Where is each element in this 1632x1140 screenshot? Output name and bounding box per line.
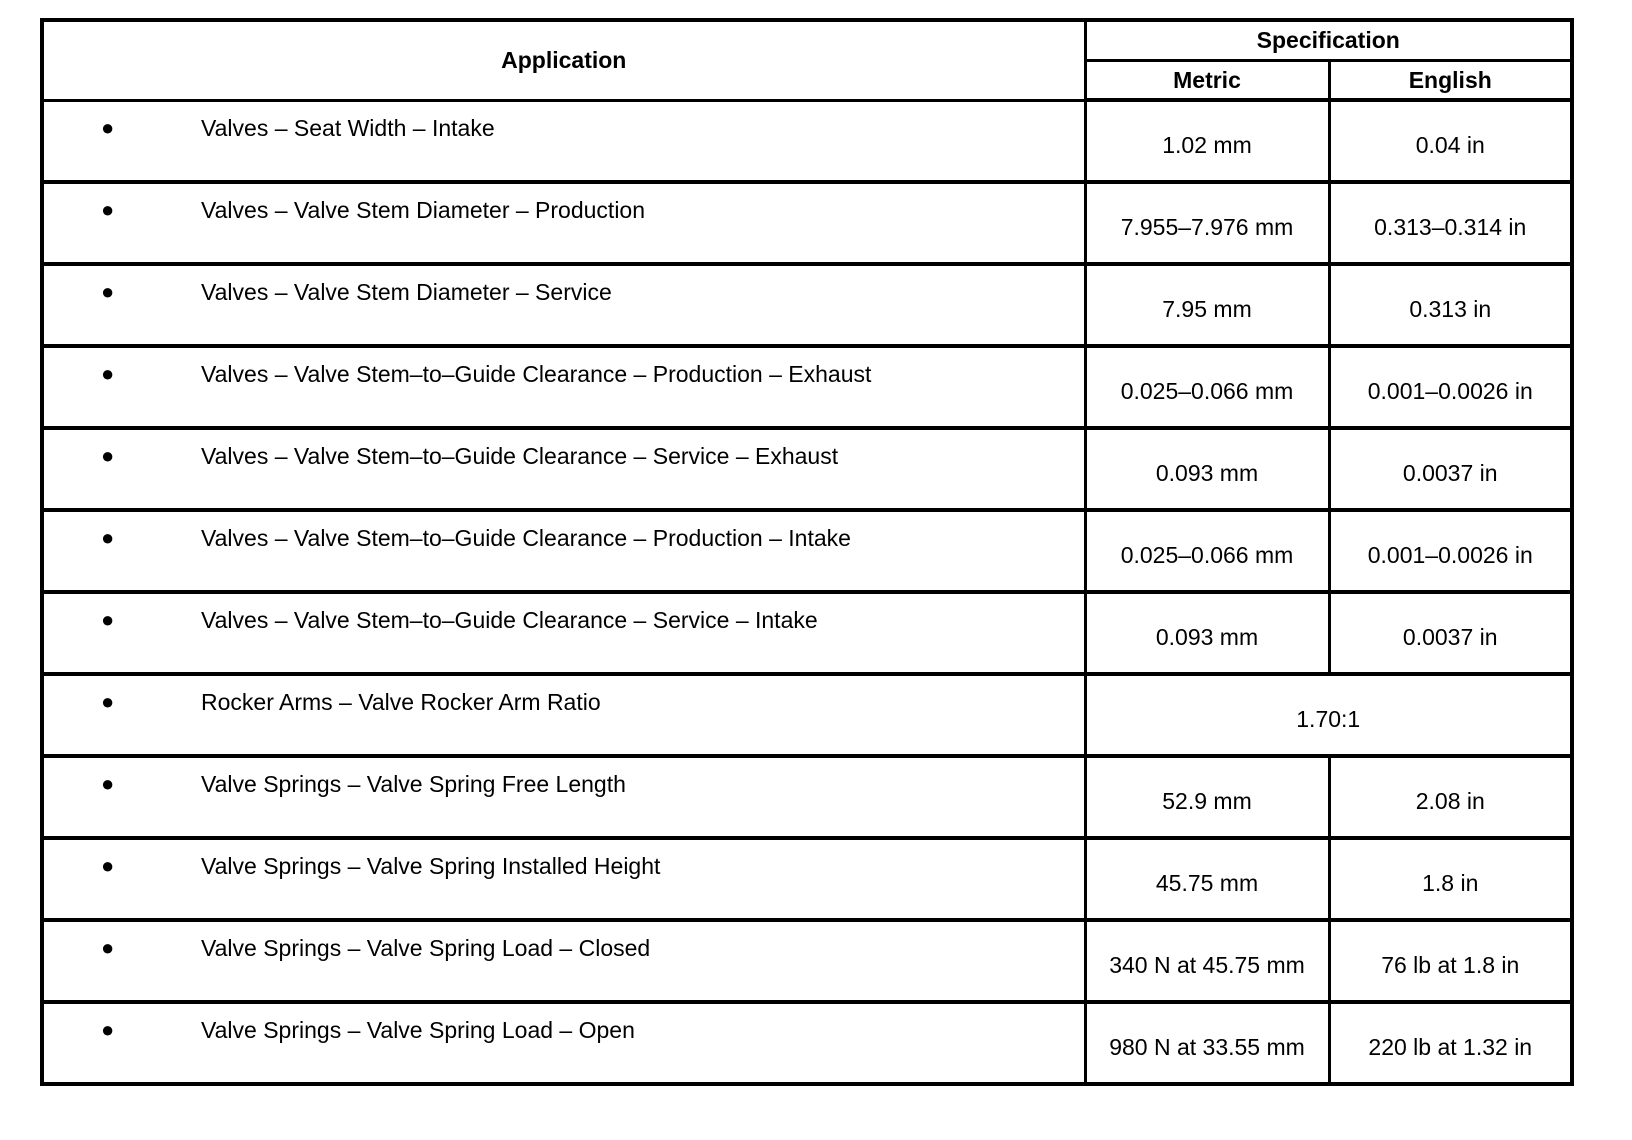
table-row	[42, 510, 1572, 592]
english-value: 0.313 in	[1409, 295, 1492, 322]
english-value: 220 lb at 1.32 in	[1368, 1033, 1533, 1060]
bullet-icon: ●	[101, 689, 115, 714]
table-row	[42, 346, 1572, 428]
bullet-icon: ●	[101, 1017, 115, 1042]
bullet-icon: ●	[101, 525, 115, 550]
metric-cell	[1085, 428, 1329, 510]
metric-value: 0.025–0.066 mm	[1120, 377, 1294, 404]
bullet-icon: ●	[101, 279, 115, 304]
application-text: Rocker Arms – Valve Rocker Arm Ratio	[201, 689, 601, 715]
english-cell	[1329, 1002, 1572, 1084]
english-value: 1.8 in	[1422, 869, 1479, 896]
metric-value: 7.95 mm	[1162, 295, 1252, 322]
table-header	[42, 20, 1572, 100]
english-value: 2.08 in	[1415, 787, 1485, 814]
application-text: Valve Springs – Valve Spring Load – Open	[201, 1017, 635, 1043]
metric-cell	[1085, 838, 1329, 920]
combined-spec-cell	[1085, 674, 1572, 756]
metric-cell	[1085, 920, 1329, 1002]
application-cell	[42, 346, 1085, 428]
table-row	[42, 428, 1572, 510]
english-cell	[1329, 592, 1572, 674]
application-cell	[42, 100, 1085, 182]
english-cell	[1329, 182, 1572, 264]
application-cell	[42, 182, 1085, 264]
metric-cell	[1085, 592, 1329, 674]
application-text: Valve Springs – Valve Spring Installed Height	[201, 853, 661, 879]
metric-value: 0.025–0.066 mm	[1120, 541, 1294, 568]
application-text: Valves – Valve Stem–to–Guide Clearance – Service – Exhaust	[201, 443, 839, 469]
bullet-icon: ●	[101, 197, 115, 222]
application-text: Valves – Valve Stem–to–Guide Clearance – Production – Intake	[201, 525, 851, 551]
metric-value: 0.093 mm	[1155, 623, 1259, 650]
table-row	[42, 756, 1572, 838]
table-row	[42, 674, 1572, 756]
application-cell	[42, 838, 1085, 920]
english-cell	[1329, 510, 1572, 592]
table-body	[42, 100, 1572, 1084]
application-text: Valves – Valve Stem–to–Guide Clearance – Service – Intake	[201, 607, 818, 633]
application-cell	[42, 920, 1085, 1002]
bullet-icon: ●	[101, 771, 115, 796]
bullet-icon: ●	[101, 607, 115, 632]
metric-cell	[1085, 756, 1329, 838]
application-text: Valves – Seat Width – Intake	[201, 114, 495, 141]
application-cell	[42, 1002, 1085, 1084]
metric-value: 52.9 mm	[1162, 787, 1252, 814]
english-value: 0.0037 in	[1402, 623, 1498, 650]
metric-cell	[1085, 100, 1329, 182]
application-cell	[42, 428, 1085, 510]
metric-cell	[1085, 264, 1329, 346]
table-row	[42, 1002, 1572, 1084]
english-value: 76 lb at 1.8 in	[1381, 951, 1520, 978]
metric-value: 980 N at 33.55 mm	[1109, 1033, 1305, 1060]
specification-table	[40, 18, 1574, 1086]
english-value: 0.0037 in	[1402, 459, 1498, 486]
metric-value: 340 N at 45.75 mm	[1109, 951, 1305, 978]
bullet-icon: ●	[101, 935, 115, 960]
english-value: 0.04 in	[1415, 131, 1485, 158]
application-text: Valve Springs – Valve Spring Load – Closed	[201, 935, 651, 961]
english-cell	[1329, 838, 1572, 920]
table-row	[42, 100, 1572, 182]
metric-cell	[1085, 510, 1329, 592]
specification-column-header: Specification	[1085, 20, 1572, 61]
application-text: Valve Springs – Valve Spring Free Length	[201, 771, 626, 797]
application-text: Valves – Valve Stem Diameter – Service	[201, 279, 612, 305]
table-row	[42, 182, 1572, 264]
english-cell	[1329, 428, 1572, 510]
english-value: 0.001–0.0026 in	[1367, 377, 1533, 404]
metric-cell	[1085, 182, 1329, 264]
application-text: Valves – Valve Stem–to–Guide Clearance – Production – Exhaust	[201, 361, 872, 387]
bullet-icon: ●	[101, 114, 115, 140]
metric-cell	[1085, 1002, 1329, 1084]
application-cell	[42, 756, 1085, 838]
bullet-icon: ●	[101, 361, 115, 386]
bullet-icon: ●	[101, 443, 115, 468]
english-cell	[1329, 100, 1572, 182]
table-row	[42, 592, 1572, 674]
english-cell	[1329, 756, 1572, 838]
bullet-icon: ●	[101, 853, 115, 878]
application-cell	[42, 592, 1085, 674]
english-value: 0.001–0.0026 in	[1367, 541, 1533, 568]
application-text: Valves – Valve Stem Diameter – Production	[201, 197, 646, 223]
english-cell	[1329, 346, 1572, 428]
metric-cell	[1085, 346, 1329, 428]
application-column-header: Application	[42, 20, 1085, 100]
application-cell	[42, 510, 1085, 592]
metric-value: 45.75 mm	[1155, 869, 1259, 896]
metric-value: 1.02 mm	[1162, 131, 1252, 158]
combined-spec-value: 1.70:1	[1296, 705, 1361, 732]
application-cell	[42, 264, 1085, 346]
table-row	[42, 838, 1572, 920]
english-cell	[1329, 264, 1572, 346]
english-cell	[1329, 920, 1572, 1002]
application-cell	[42, 674, 1085, 756]
table-row	[42, 264, 1572, 346]
metric-column-header: Metric	[1085, 61, 1329, 101]
table-row	[42, 920, 1572, 1002]
metric-value: 0.093 mm	[1155, 459, 1259, 486]
english-column-header: English	[1329, 61, 1572, 101]
english-value: 0.313–0.314 in	[1374, 213, 1527, 240]
metric-value: 7.955–7.976 mm	[1120, 213, 1294, 240]
header-row-top	[42, 20, 1572, 61]
